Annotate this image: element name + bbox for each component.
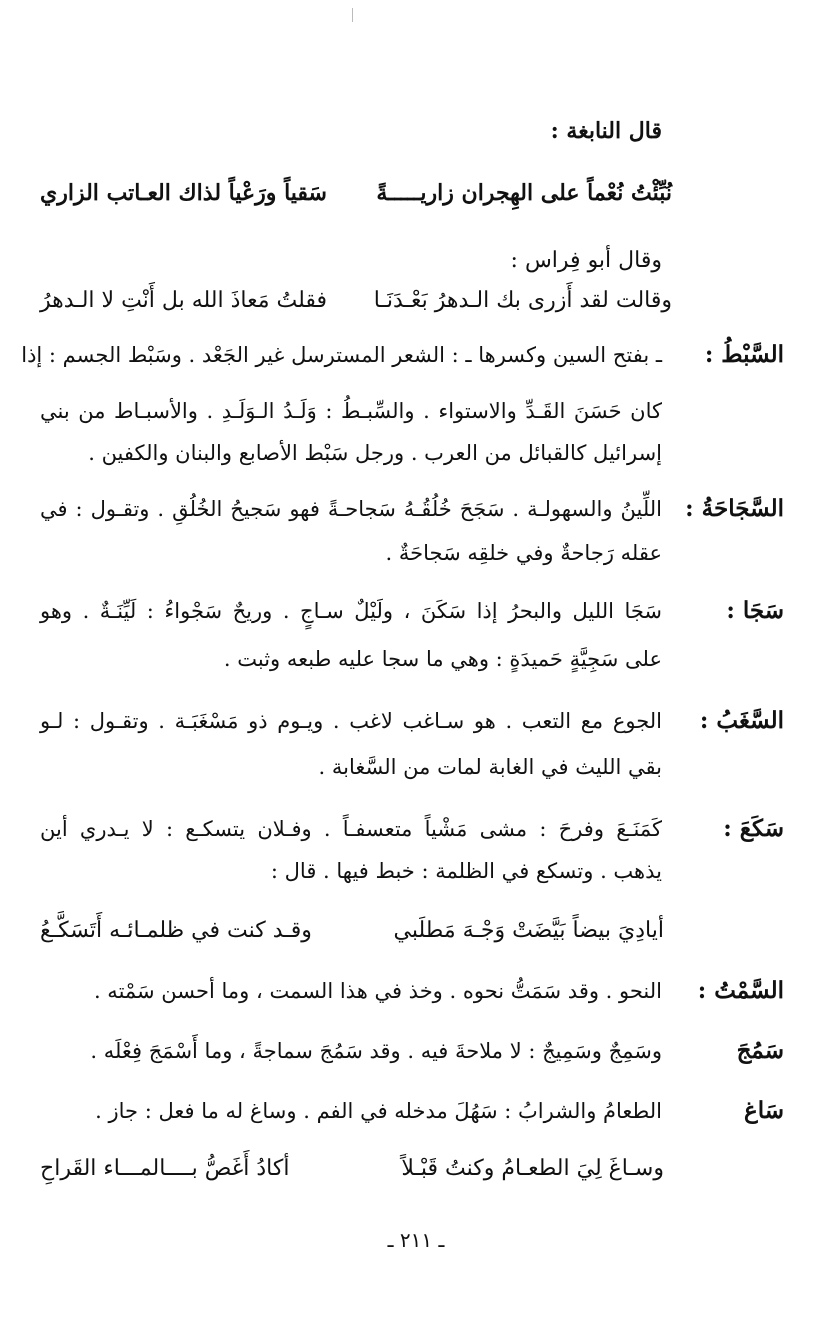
entry-sajaha-line-1: اللِّينُ والسهولـة . سَجَحَ خُلُقُـهُ سَجاحـةً فهو سَجيحُ الخُلُقِ . وتقـول : في <box>40 497 662 521</box>
entry-saja-line-1: سَجَا الليل والبحرُ إذا سَكَنَ ، ولَيْلٌ سـاجٍ . وريحٌ سَجْواءُ : لَيِّنَـةٌ . وهو <box>40 599 662 623</box>
entry-saghab-line-2: بقي الليث في الغابة لمات من السَّغابة . <box>318 755 662 779</box>
verse-nabigha <box>40 178 672 208</box>
verse-nabigha-second-hemistich: سَقياً ورَعْياً لذاك العـاتب الزاري <box>40 180 327 206</box>
entry-term-sagha: سَاغ <box>743 1097 784 1124</box>
entry-sakaa-line-2: يذهب . وتسكع في الظلمة : خبط فيها . قال : <box>270 859 662 883</box>
entry-sakaa-line-1: كَمَنَـعَ وفرحَ : مشى مَشْياً متعسفـاً . وفـلان يتسكـع : لا يـدري أين <box>40 817 662 841</box>
page-number: ـ ٢١١ ـ <box>387 1228 445 1252</box>
entry-term-saja: سَجَا : <box>726 597 784 624</box>
verse-abu-firas <box>40 286 672 316</box>
entry-saja-line-2: على سَجِيَّةٍ حَميدَةٍ : وهي ما سجا عليه طبعه وثبت . <box>223 647 662 671</box>
verse-sagha-second-hemistich: أكادُ أَغَصُّ بــــالمـــاء القَراحِ <box>40 1156 290 1181</box>
verse-nabigha-first-hemistich: نُبِّئْتُ نُعْماً على الهِجران زاريـــــةً <box>376 180 672 206</box>
verse-abu-firas-first-hemistich: وقالت لقد أَزرى بك الـدهرُ بَعْـدَنَـا <box>373 288 672 313</box>
verse-sakaa-first-hemistich: أيادِيَ بيضاً بَيَّضَتْ وَجْـهَ مَطلَبي <box>393 918 664 943</box>
scan-mark <box>352 8 353 22</box>
entry-sajaha-line-2: عقله رَجاحةٌ وفي خلقِه سَجاحَةٌ . <box>385 541 662 565</box>
verse-abu-firas-second-hemistich: فقلتُ مَعاذَ الله بل أَنْتِ لا الـدهرُ <box>40 288 327 313</box>
entry-sabt-line-1: ـ بفتح السين وكسرها ـ : الشعر المسترسل غير الجَعْد . وسَبْط الجسم : إذا <box>21 343 662 367</box>
entry-sabt-line-2: كان حَسَنَ القَـدِّ والاستواء . والسِّبـطُ : وَلَـدُ الـوَلَـدِ . والأسبـاط من بني <box>40 399 662 423</box>
entry-term-sakaa: سَكَعَ : <box>723 815 784 842</box>
entry-term-sajaha: السَّجَاحَةُ : <box>685 495 784 522</box>
entry-saghab-line-1: الجوع مع التعب . هو سـاغب لاغب . ويـوم ذو مَسْغَبَـة . وتقـول : لـو <box>40 709 662 733</box>
entry-sabt-line-3: إسرائيل كالقبائل من العرب . ورجل سَبْط الأصابع والبنان والكفين . <box>88 441 662 465</box>
verse-sakaa <box>40 916 664 946</box>
entry-term-samt: السَّمْتُ : <box>697 977 784 1004</box>
intro-abu-firas: وقال أبو فِراس : <box>510 248 662 273</box>
intro-nabigha: قال النابغة : <box>550 118 662 144</box>
verse-sagha-first-hemistich: وسـاغَ لِيَ الطعـامُ وكنتُ قَبْـلاً <box>401 1156 664 1181</box>
entry-term-saghab: السَّغَبُ : <box>699 707 784 734</box>
entry-samuja-line: وسَمِجٌ وسَمِيجٌ : لا ملاحةَ فيه . وقد سَمُجَ سماجةً ، وما أَسْمَجَ فِعْلَه . <box>90 1039 662 1063</box>
entry-term-sabt: السَّبْطُ : <box>704 341 784 368</box>
entry-sagha-line: الطعامُ والشرابُ : سَهُلَ مدخله في الفم . وساغ له ما فعل : جاز . <box>95 1099 662 1123</box>
verse-sagha <box>40 1154 664 1184</box>
verse-sakaa-second-hemistich: وقـد كنت في ظلمـائـه أَتَسَكَّـعُ <box>40 918 312 943</box>
entry-term-samuja: سَمُجَ <box>736 1037 784 1064</box>
entry-samt-line: النحو . وقد سَمَتُّ نحوه . وخذ في هذا السمت ، وما أحسن سَمْته . <box>93 979 662 1003</box>
